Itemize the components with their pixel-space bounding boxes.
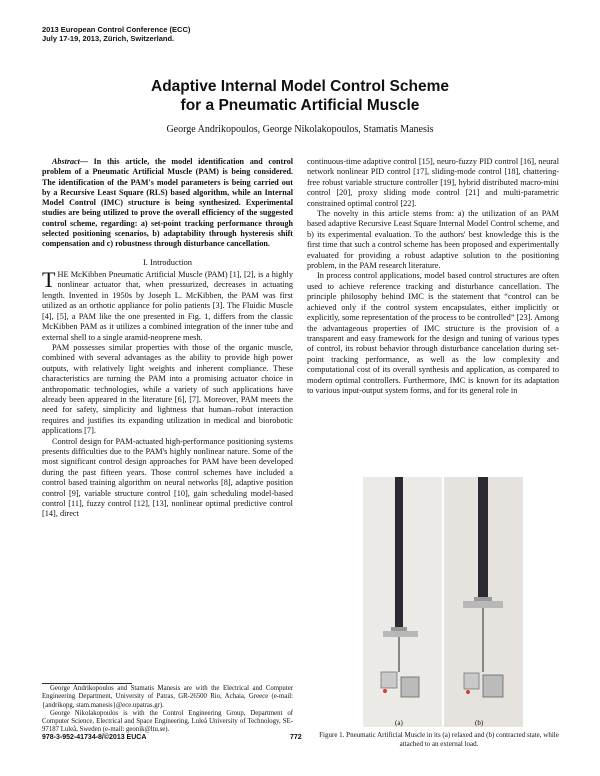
title-line-1: Adaptive Internal Model Control Scheme bbox=[151, 78, 449, 95]
intro-paragraph-1-text: HE McKibben Pneumatic Artificial Muscle (PAM) [1], [2], is a highly nonlinear actuator that, when pressurized, decreases in actuating length. Invented in 1950s by Joseph L. McKibben, the PAM was first utilized as an orthotic appliance for polio patients [3]. The Fluidic Muscle [4], [5], a PAM like the one presented in Fig. 1, differs from the classic McKibben PAM as it utilizes a combined integration of the inner tube and external shell to a single aramid-neoprene mesh. bbox=[42, 270, 293, 342]
isbn-footer: 978-3-952-41734-8/©2013 EUCA bbox=[42, 734, 147, 741]
intro-paragraph-2: PAM possesses similar properties with those of the organic muscle, combined with several advantages as the ability to provide high power outputs, with relatively light weights and inherent compliance. These characteristics are turning the PAM into a promising actuator choice in anthropomatic technologies, while a variety of such applications have already been appeared in the literature [6], [7]. Moreover, PAM meets the need for safety, simplicity and lightness that human–robot interaction requires and justifies its expanding utilization in medical and biorobotic applications [7]. bbox=[42, 342, 293, 436]
right-paragraph-3: In process control applications, model based control structures are often used to achieve reference tracking and disturbance cancellation. The principle philosophy behind IMC is the statement that “control can be achieved only if the control system encapsulates, either implicitly or explicitly, some representation of the process to be controlled” [23]. Among the advantageous properties of IMC structure is the provision of a transparent and easy framework for the design and tuning of various types of control, its robust behavior through disturbance cancelation during set-point tracking performance, as well as the low complexity and computational cost of its overall synthesis and application, as compared to modern optimal controllers. Furthermore, IMC is known for its adaptation to various input-output system forms, and for its general role in bbox=[307, 271, 559, 395]
drop-cap: T bbox=[42, 267, 56, 293]
conference-dates: July 17-19, 2013, Zürich, Switzerland. bbox=[42, 34, 175, 43]
figure-label-b: (b) bbox=[475, 719, 484, 727]
paper-title bbox=[0, 77, 600, 115]
figure-label-a: (a) bbox=[395, 719, 403, 727]
left-column bbox=[42, 157, 293, 520]
right-paragraph-2: The novelty in this article stems from: a) the utilization of an PAM based adaptive Recursive Least Square Internal Model Control scheme, and b) its experimental evaluation. To the authors' best knowledge this is the first time that such a control scheme has been proposed and experimentally evaluated for providing a robust adaptive solution to the positioning problem, in the PAM research literature. bbox=[307, 209, 559, 271]
figure-1-photo bbox=[363, 477, 523, 727]
footnote-2: George Nikolakopoulos is with the Control Engineering Group, Department of Computer Science, Electrical and Space Engineering, Luleå University of Technology, SE-97187 Luleå, Sweden (e-mail: geonik@ltu.se). bbox=[42, 709, 293, 734]
conference-header bbox=[42, 25, 190, 43]
right-column bbox=[307, 157, 559, 396]
title-line-2: for a Pneumatic Artificial Muscle bbox=[180, 97, 420, 114]
abstract bbox=[42, 157, 293, 250]
intro-paragraph-1 bbox=[42, 267, 293, 343]
right-paragraph-1: continuous-time adaptive control [15], neuro-fuzzy PID control [16], neural network nonlinear PID control [17], sliding-mode control [18], chattering-free robust variable structure controller [19], hybrid distributed macro-mini control [20], proxy sliding mode control [21] and multi-parametric constrained optimal control [22]. bbox=[307, 157, 559, 208]
footnote-rule bbox=[42, 683, 132, 684]
page-number: 772 bbox=[290, 734, 302, 741]
figure-1-caption: Figure 1. Pneumatic Artificial Muscle in its (a) relaxed and (b) contracted state, while attached to an external load. bbox=[319, 731, 559, 748]
author-list: George Andrikopoulos, George Nikolakopoulos, Stamatis Manesis bbox=[166, 124, 434, 135]
conference-name: 2013 European Control Conference (ECC) bbox=[42, 25, 191, 34]
footnote-1: George Andrikopoulos and Stamatis Manesis are with the Electrical and Computer Engineering Department, University of Patras, GR-26500 Rio, Achaia, Greece (e-mail: {andrikopg, stam.manesis}@ece.upatras.gr). bbox=[42, 685, 293, 709]
footnotes bbox=[42, 685, 293, 735]
section-heading-introduction: I. Introduction bbox=[142, 256, 193, 267]
figure-1 bbox=[363, 477, 523, 727]
abstract-text: — In this article, the model identification and control problem of a Pneumatic Artificial Muscle (PAM) is being considered. The identification of the PAM's model parameters is being carried out by a Recursive Least Square (RLS) based algorithm, while an Internal Model Control (IMC) structure is being synthesized. Experimental studies are being utilized to prove the overall efficiency of the suggested control scheme, regarding: a) set-point tracking performance through selected positioning scenarios, b) adaptability through hysteresis shift compensation and c) robustness through disturbance cancellation. bbox=[42, 157, 293, 249]
abstract-label: Abstract bbox=[52, 157, 80, 166]
intro-paragraph-3: Control design for PAM-actuated high-performance positioning systems presents difficulties due to the PAM's highly nonlinear nature. Some of the most significant control design approaches for PAM have been developed during the past fifteen years. Those control schemes have included a control based training algorithm on neural networks [8], adaptive position control [9], variable structure control [10], gain scheduling model-based control [11], fuzzy control [12], [13], nonlinear optimal predictive control [14], direct bbox=[42, 436, 293, 519]
